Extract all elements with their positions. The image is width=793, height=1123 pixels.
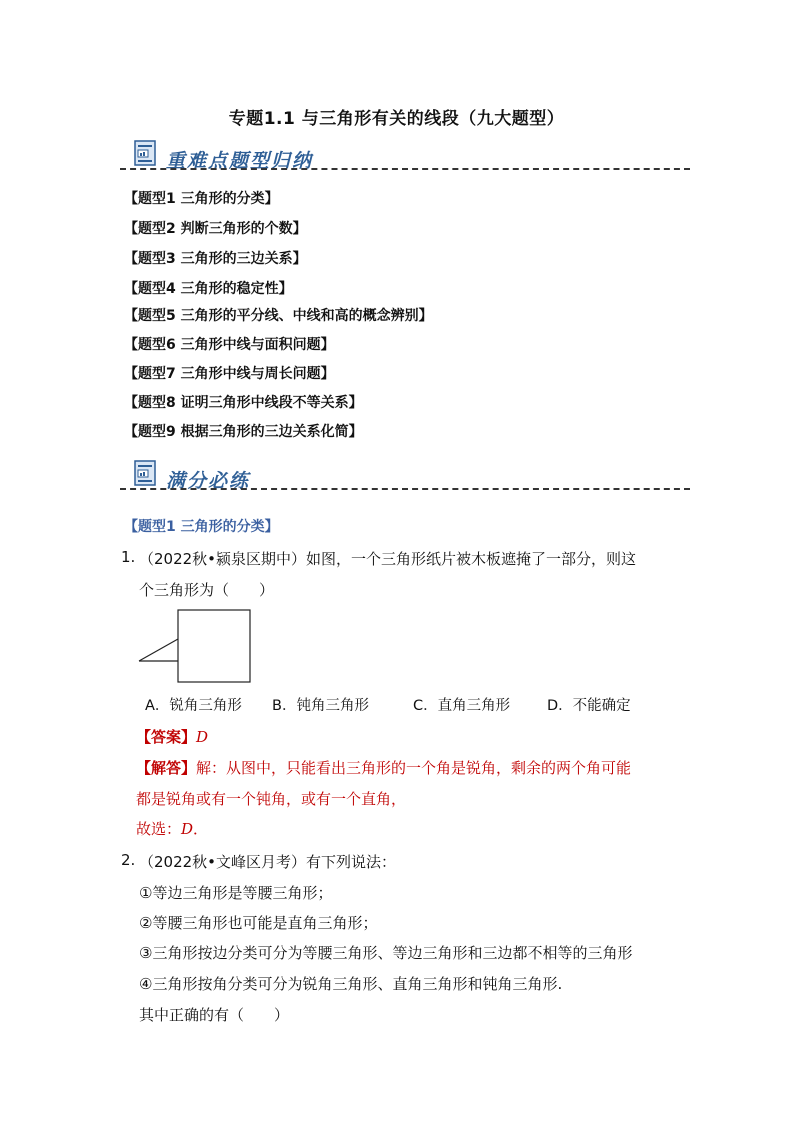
- toc-item-9: 【题型9 根据三角形的三边关系化简】: [124, 424, 363, 440]
- explanation-label: 【解答】: [136, 759, 197, 777]
- q1-stem-line2: 个三角形为（ ）: [139, 581, 275, 599]
- dashed-divider: [120, 168, 690, 170]
- toc-item-3: 【题型3 三角形的三边关系】: [124, 251, 307, 267]
- q1-option-c: C．直角三角形: [413, 698, 511, 714]
- q1-number: 1.: [121, 548, 136, 566]
- toc-item-1: 【题型1 三角形的分类】: [124, 191, 279, 207]
- q1-option-b: B．钝角三角形: [272, 698, 369, 714]
- section-title: 重难点题型归纳: [166, 150, 314, 172]
- section-header-key-types: [120, 140, 690, 184]
- q1-option-d: D．不能确定: [547, 698, 631, 714]
- q1-option-a: A．锐角三角形: [145, 698, 242, 714]
- q2-number: 2.: [121, 851, 136, 869]
- answer-label: 【答案】: [136, 728, 197, 746]
- toc-item-6: 【题型6 三角形中线与面积问题】: [124, 337, 335, 353]
- triangle-side: [139, 639, 178, 661]
- q2-statement-4: ④三角形按角分类可分为锐角三角形、直角三角形和钝角三角形.: [139, 975, 563, 993]
- toc-item-7: 【题型7 三角形中线与周长问题】: [124, 366, 335, 382]
- question-type-heading: 【题型1 三角形的分类】: [124, 519, 279, 535]
- section-title: 满分必练: [166, 470, 251, 492]
- document-chart-icon: [134, 460, 158, 486]
- conclusion-suffix: ．: [193, 820, 209, 838]
- q1-explanation-line2: 都是锐角或有一个钝角，或有一个直角，: [136, 790, 407, 808]
- toc-item-4: 【题型4 三角形的稳定性】: [124, 281, 293, 297]
- toc-item-5: 【题型5 三角形的平分线、中线和高的概念辨别】: [124, 308, 433, 324]
- q2-question: 其中正确的有（ ）: [139, 1006, 290, 1024]
- q2-statement-3: ③三角形按边分类可分为等腰三角形、等边三角形和三边都不相等的三角形: [139, 944, 633, 962]
- conclusion-prefix: 故选：: [136, 820, 182, 838]
- page-title: 专题1.1 与三角形有关的线段（九大题型）: [228, 109, 565, 129]
- explanation-text: 解：从图中，只能看出三角形的一个角是锐角，剩余的两个角可能: [196, 759, 632, 777]
- q1-conclusion: [136, 818, 208, 839]
- q2-statement-1: ①等边三角形是等腰三角形；: [139, 884, 333, 902]
- covering-board: [178, 610, 250, 682]
- q1-explanation-line1: [136, 757, 631, 778]
- q1-answer: [136, 726, 208, 747]
- dashed-divider: [120, 488, 690, 490]
- toc-item-2: 【题型2 判断三角形的个数】: [124, 221, 307, 237]
- q1-stem-line1: （2022秋•颍泉区期中）如图，一个三角形纸片被木板遮掩了一部分，则这: [139, 550, 637, 568]
- section-header-practice: [120, 460, 690, 504]
- q2-statement-2: ②等腰三角形也可能是直角三角形；: [139, 914, 378, 932]
- q2-stem: （2022秋•文峰区月考）有下列说法：: [139, 853, 397, 871]
- conclusion-answer: D: [181, 820, 194, 838]
- q1-figure: [136, 606, 256, 686]
- answer-value: D: [196, 728, 209, 746]
- document-chart-icon: [134, 140, 158, 166]
- toc-item-8: 【题型8 证明三角形中线段不等关系】: [124, 395, 363, 411]
